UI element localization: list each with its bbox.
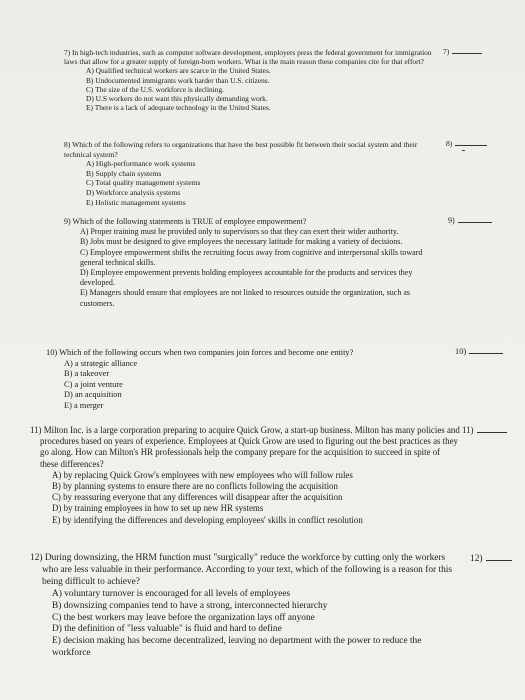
answer-blank-8[interactable] [455, 145, 487, 146]
question-11 [30, 425, 460, 526]
question-8 [64, 140, 420, 207]
question-11-text: 11) Milton Inc. is a large corporation preparing to acquire Quick Grow, a start-up business. Milton has many policies and procedures based on years of experience. Employees at Quick Grow are used to figuring out the best practices as they go along. How can Milton's HR professionals help the company prepare for the acquisition to succeed in spite of these differences? [30, 425, 460, 469]
question-10-option-b: B) a takeover [64, 369, 110, 379]
question-9-option-d: D) Employee empowerment prevents holding employees accountable for the products and services they developed. [80, 268, 413, 288]
answer-number-8: 8) [446, 139, 453, 148]
question-7-option-a: A) Qualified technical workers are scarce in the United States. [86, 66, 271, 76]
question-10 [46, 348, 446, 412]
answer-blank-7[interactable] [452, 53, 482, 54]
question-7-option-e: E) There is a lack of adequate technology in the United States. [86, 103, 271, 113]
question-9-text: 9) Which of the following statements is TRUE of employee empowerment? [64, 217, 307, 226]
question-10-option-d: D) an acquisition [64, 390, 122, 400]
question-8-options [64, 159, 420, 207]
question-12-option-a: A) voluntary turnover is encouraged for all levels of employees [52, 588, 291, 599]
question-9-option-a: A) Proper training must be provided only to supervisors so that they can exert their wider authority. [80, 227, 399, 237]
question-8-option-a: A) High-performance work systems [86, 159, 196, 169]
question-9-option-b: B) Jobs must be designed to give employees the necessary latitude for making a variety of decisions. [80, 237, 403, 247]
question-12-option-c: C) the best workers may leave before the organization lays off anyone [52, 612, 315, 623]
question-12 [30, 553, 460, 660]
question-11-option-e: E) by identifying the differences and developing employees' skills in conflict resolution [52, 514, 363, 525]
question-8-option-e: E) Holistic management systems [86, 197, 186, 207]
answer-slot-8 [446, 139, 487, 148]
question-7-text: 7) In high-tech industries, such as computer software development, employers press the federal government for immigration laws that allow for a greater supply of foreign-born workers. What is the main reason these companies cite for that effort? [64, 48, 432, 67]
question-12-text: 12) During downsizing, the HRM function must "surgically" reduce the workforce by cutting only the workers who are less valuable in their performance. According to your text, which of the following is a reason for this being difficult to achieve? [30, 553, 453, 587]
question-12-option-e: E) decision making has become decentralized, leaving no department with the power to reduce the workforce [52, 636, 422, 659]
pen-mark [462, 150, 465, 151]
question-12-options [30, 589, 460, 660]
question-12-option-b: B) downsizing companies tend to have a strong, interconnected hierarchy [52, 600, 328, 611]
question-10-option-e: E) a merger [64, 400, 104, 410]
question-10-options [46, 359, 446, 412]
question-10-option-a: A) a strategic alliance [64, 358, 138, 368]
question-8-option-c: C) Total quality management systems [86, 178, 201, 188]
question-10-text: 10) Which of the following occurs when two companies join forces and become one entity? [46, 348, 354, 357]
answer-blank-12[interactable] [486, 560, 512, 561]
answer-number-12: 12) [470, 554, 483, 564]
question-9-options [64, 227, 444, 309]
question-9-option-e: E) Managers should ensure that employees are not linked to resources outside the organization, such as customers. [80, 288, 410, 308]
question-11-option-b: B) by planning systems to ensure there are no conflicts following the acquisition [52, 481, 338, 492]
question-12-option-d: D) the definition of "less valuable" is fluid and hard to define [52, 624, 282, 635]
question-10-option-c: C) a joint venture [64, 379, 123, 389]
answer-blank-10[interactable] [469, 353, 503, 354]
question-11-options [30, 470, 460, 526]
question-9-option-c: C) Employee empowerment shifts the recruiting focus away from cognitive and interpersonal skills toward general technical skills. [80, 247, 423, 267]
question-11-option-d: D) by training employees in how to set up new HR systems [52, 503, 264, 514]
answer-slot-10 [455, 347, 503, 356]
question-8-text: 8) Which of the following refers to organizations that have the best possible fit between their social system and their technical system? [64, 140, 418, 159]
answer-slot-7 [443, 47, 482, 56]
question-8-option-b: B) Supply chain systems [86, 168, 162, 178]
question-7-option-c: C) The size of the U.S. workforce is declining. [86, 84, 224, 94]
answer-slot-9 [448, 216, 492, 225]
question-11-option-a: A) by replacing Quick Grow's employees with new employees who will follow rules [52, 469, 353, 480]
question-8-option-d: D) Workforce analysis systems [86, 187, 181, 197]
answer-number-10: 10) [455, 347, 467, 356]
answer-blank-9[interactable] [458, 222, 492, 223]
answer-number-9: 9) [448, 216, 455, 225]
answer-number-11: 11) [462, 425, 474, 435]
answer-number-7: 7) [443, 47, 450, 56]
question-7 [64, 48, 434, 112]
question-7-option-d: D) U.S workers do not want this physically demanding work. [86, 94, 268, 104]
answer-slot-11 [462, 425, 507, 435]
question-7-option-b: B) Undocumented immigrants work harder than U.S. citizens. [86, 75, 270, 85]
question-9 [64, 217, 444, 309]
question-11-option-c: C) by reassuring everyone that any differences will disappear after the acquisition [52, 492, 343, 503]
answer-slot-12 [470, 554, 512, 564]
question-7-options [64, 66, 434, 112]
answer-blank-11[interactable] [477, 432, 507, 433]
